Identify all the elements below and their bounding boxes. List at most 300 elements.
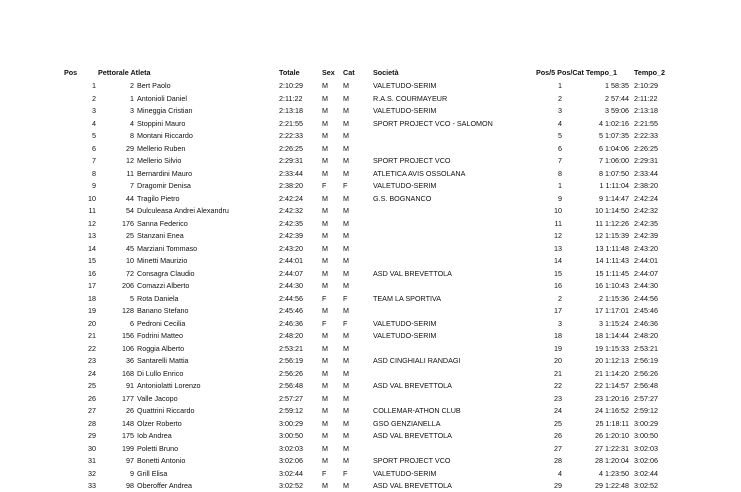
table-row <box>0 293 741 305</box>
tempo1-cell: 12 1:15:39 <box>595 231 629 240</box>
tempo1-cell: 22 1:14:57 <box>595 381 629 390</box>
sex-cell: M <box>322 443 328 453</box>
athlete-cell: Mellerio Silvio <box>137 156 182 165</box>
tempo2-cell: 2:56:19 <box>634 356 658 365</box>
club-cell: ASD CINGHIALI RANDAGI <box>373 356 461 365</box>
athlete-cell: Roggia Alberto <box>137 343 185 353</box>
table-row <box>0 430 741 442</box>
table-row <box>0 455 741 467</box>
category-cell: M <box>343 143 349 153</box>
category-cell: M <box>343 356 349 365</box>
pos5-cell: 10 <box>554 206 562 215</box>
club-cell: ASD VAL BREVETTOLA <box>373 431 452 440</box>
sex-cell: M <box>322 368 328 378</box>
tempo2-cell: 2:42:24 <box>634 193 658 203</box>
tempo2-cell: 3:02:06 <box>634 456 658 465</box>
tempo2-cell: 2:59:12 <box>634 406 658 415</box>
pos5-cell: 28 <box>554 456 562 465</box>
category-cell: M <box>343 393 349 403</box>
category-cell: M <box>343 168 349 178</box>
club-cell: VALETUDO-SERIM <box>373 468 437 478</box>
sex-cell: M <box>322 118 328 128</box>
category-cell: M <box>343 193 349 203</box>
bib-cell: 54 <box>126 206 134 215</box>
athlete-cell: Bernardini Mauro <box>137 168 193 178</box>
tempo2-cell: 2:38:20 <box>634 181 658 190</box>
athlete-cell: Olzer Roberto <box>137 418 182 428</box>
category-cell: M <box>343 268 349 278</box>
total-time-cell: 2:13:18 <box>279 106 303 115</box>
pos-cell: 27 <box>88 406 96 415</box>
tempo1-cell: 1 58:35 <box>605 81 629 90</box>
pos-cell: 24 <box>88 368 96 378</box>
pos5-cell: 11 <box>554 218 562 228</box>
athlete-cell: Tragilo Pietro <box>137 193 180 203</box>
pos-cell: 31 <box>88 456 96 465</box>
total-time-cell: 3:02:52 <box>279 481 303 490</box>
sex-cell: M <box>322 106 328 115</box>
bib-cell: 148 <box>122 418 134 428</box>
tempo2-cell: 2:56:26 <box>634 368 658 378</box>
tempo2-cell: 2:42:32 <box>634 206 658 215</box>
club-cell: SPORT PROJECT VCO <box>373 456 451 465</box>
bib-cell: 175 <box>122 431 134 440</box>
club-cell: ASD VAL BREVETTOLA <box>373 381 452 390</box>
total-time-cell: 2:43:20 <box>279 243 303 253</box>
header-pos: Pos <box>64 68 78 77</box>
tempo1-cell: 4 1:23:50 <box>599 468 629 478</box>
pos-cell: 8 <box>92 168 96 178</box>
sex-cell: M <box>322 431 328 440</box>
pos-cell: 23 <box>88 356 96 365</box>
athlete-cell: Montani Riccardo <box>137 131 193 140</box>
table-row <box>0 205 741 217</box>
total-time-cell: 2:57:27 <box>279 393 303 403</box>
sex-cell: M <box>322 381 328 390</box>
club-cell: COLLEMAR-ATHON CLUB <box>373 406 461 415</box>
athlete-cell: Valle Jacopo <box>137 393 178 403</box>
tempo1-cell: 18 1:14:44 <box>595 331 629 340</box>
tempo2-cell: 3:02:44 <box>634 468 658 478</box>
tempo1-cell: 1 1:11:04 <box>599 181 629 190</box>
tempo1-cell: 6 1:04:06 <box>599 143 629 153</box>
sex-cell: M <box>322 131 328 140</box>
sex-cell: M <box>322 256 328 265</box>
total-time-cell: 2:56:19 <box>279 356 303 365</box>
tempo2-cell: 3:02:03 <box>634 443 658 453</box>
athlete-cell: Sanna Federico <box>137 218 188 228</box>
pos5-cell: 2 <box>558 293 562 303</box>
pos-cell: 30 <box>88 443 96 453</box>
athlete-cell: Marziani Tommaso <box>137 243 198 253</box>
athlete-cell: Rota Daniela <box>137 293 179 303</box>
category-cell: M <box>343 106 349 115</box>
total-time-cell: 3:02:44 <box>279 468 303 478</box>
tempo2-cell: 2:26:25 <box>634 143 658 153</box>
pos5-cell: 15 <box>554 268 562 278</box>
athlete-cell: Mellerio Ruben <box>137 143 186 153</box>
tempo1-cell: 20 1:12:13 <box>595 356 629 365</box>
pos-cell: 12 <box>88 218 96 228</box>
club-cell: ASD VAL BREVETTOLA <box>373 481 452 490</box>
category-cell: M <box>343 218 349 228</box>
total-time-cell: 2:10:29 <box>279 81 303 90</box>
total-time-cell: 2:26:25 <box>279 143 303 153</box>
pos-cell: 32 <box>88 468 96 478</box>
total-time-cell: 2:56:48 <box>279 381 303 390</box>
tempo1-cell: 28 1:20:04 <box>595 456 629 465</box>
pos-cell: 25 <box>88 381 96 390</box>
bib-cell: 36 <box>126 356 134 365</box>
athlete-cell: Stoppini Mauro <box>137 118 186 128</box>
table-row <box>0 168 741 180</box>
tempo2-cell: 2:11:22 <box>634 93 658 103</box>
bib-cell: 168 <box>122 368 134 378</box>
sex-cell: M <box>322 406 328 415</box>
table-row <box>0 155 741 167</box>
pos5-cell: 19 <box>554 343 562 353</box>
pos5-cell: 29 <box>554 481 562 490</box>
table-row <box>0 280 741 292</box>
sex-cell: M <box>322 343 328 353</box>
category-cell: M <box>343 93 349 103</box>
athlete-cell: Oberoffer Andrea <box>137 481 193 490</box>
sex-cell: F <box>322 293 327 303</box>
category-cell: M <box>343 368 349 378</box>
header-cat: Cat <box>343 68 355 77</box>
pos5-cell: 4 <box>558 468 562 478</box>
total-time-cell: 2:42:39 <box>279 231 303 240</box>
tempo1-cell: 29 1:22:48 <box>595 481 629 490</box>
tempo2-cell: 2:22:33 <box>634 131 658 140</box>
sex-cell: M <box>322 418 328 428</box>
total-time-cell: 3:02:06 <box>279 456 303 465</box>
bib-cell: 4 <box>130 118 134 128</box>
category-cell: M <box>343 231 349 240</box>
bib-cell: 97 <box>126 456 134 465</box>
bib-cell: 177 <box>122 393 134 403</box>
bib-cell: 176 <box>122 218 134 228</box>
bib-cell: 25 <box>126 231 134 240</box>
pos-cell: 16 <box>88 268 96 278</box>
table-row <box>0 330 741 342</box>
table-row <box>0 143 741 155</box>
athlete-cell: Banano Stefano <box>137 306 189 315</box>
sex-cell: M <box>322 456 328 465</box>
tempo1-cell: 8 1:07:50 <box>599 168 629 178</box>
total-time-cell: 3:02:03 <box>279 443 303 453</box>
sex-cell: M <box>322 156 328 165</box>
club-cell: VALETUDO-SERIM <box>373 331 437 340</box>
pos5-cell: 5 <box>558 131 562 140</box>
athlete-cell: Comazzi Alberto <box>137 281 190 290</box>
bib-cell: 26 <box>126 406 134 415</box>
sex-cell: F <box>322 318 327 328</box>
sex-cell: M <box>322 218 328 228</box>
table-row <box>0 418 741 430</box>
sex-cell: M <box>322 231 328 240</box>
category-cell: M <box>343 443 349 453</box>
category-cell: F <box>343 181 348 190</box>
sex-cell: M <box>322 93 328 103</box>
tempo2-cell: 2:13:18 <box>634 106 658 115</box>
tempo2-cell: 3:00:50 <box>634 431 658 440</box>
category-cell: M <box>343 431 349 440</box>
athlete-cell: Iob Andrea <box>137 431 172 440</box>
pos5-cell: 3 <box>558 318 562 328</box>
tempo1-cell: 2 1:15:36 <box>599 293 629 303</box>
category-cell: M <box>343 406 349 415</box>
tempo2-cell: 2:45:46 <box>634 306 658 315</box>
pos-cell: 3 <box>92 106 96 115</box>
total-time-cell: 2:33:44 <box>279 168 303 178</box>
header-pos5-poscat-tempo1: Pos/5 Pos/Cat Tempo_1 <box>536 68 617 77</box>
club-cell: VALETUDO-SERIM <box>373 181 437 190</box>
category-cell: M <box>343 306 349 315</box>
tempo2-cell: 2:56:48 <box>634 381 658 390</box>
tempo2-cell: 2:44:07 <box>634 268 658 278</box>
athlete-cell: Dulculeasa Andrei Alexandru <box>137 206 229 215</box>
table-row <box>0 368 741 380</box>
bib-cell: 98 <box>126 481 134 490</box>
club-cell: G.S. BOGNANCO <box>373 193 432 203</box>
pos-cell: 1 <box>92 81 96 90</box>
tempo2-cell: 2:29:31 <box>634 156 658 165</box>
table-row <box>0 443 741 455</box>
pos-cell: 19 <box>88 306 96 315</box>
pos5-cell: 24 <box>554 406 562 415</box>
header-pettorale-atleta: Pettorale Atleta <box>98 68 151 77</box>
tempo1-cell: 4 1:02:16 <box>599 118 629 128</box>
pos5-cell: 22 <box>554 381 562 390</box>
bib-cell: 72 <box>126 268 134 278</box>
table-row <box>0 468 741 480</box>
pos-cell: 26 <box>88 393 96 403</box>
category-cell: M <box>343 281 349 290</box>
pos-cell: 6 <box>92 143 96 153</box>
tempo2-cell: 2:42:39 <box>634 231 658 240</box>
total-time-cell: 2:46:36 <box>279 318 303 328</box>
sex-cell: M <box>322 206 328 215</box>
tempo1-cell: 9 1:14:47 <box>599 193 629 203</box>
bib-cell: 10 <box>126 256 134 265</box>
athlete-cell: Bonetti Antonio <box>137 456 186 465</box>
athlete-cell: Grill Elisa <box>137 468 168 478</box>
pos-cell: 11 <box>88 206 96 215</box>
pos5-cell: 4 <box>558 118 562 128</box>
pos-cell: 14 <box>88 243 96 253</box>
sex-cell: M <box>322 193 328 203</box>
table-row <box>0 405 741 417</box>
pos-cell: 21 <box>88 331 96 340</box>
table-row <box>0 118 741 130</box>
tempo2-cell: 2:42:35 <box>634 218 658 228</box>
table-row <box>0 130 741 142</box>
sex-cell: M <box>322 143 328 153</box>
table-row <box>0 343 741 355</box>
sex-cell: M <box>322 306 328 315</box>
total-time-cell: 2:56:26 <box>279 368 303 378</box>
bib-cell: 91 <box>126 381 134 390</box>
pos5-cell: 3 <box>558 106 562 115</box>
bib-cell: 5 <box>130 293 134 303</box>
bib-cell: 156 <box>122 331 134 340</box>
category-cell: M <box>343 456 349 465</box>
sex-cell: M <box>322 81 328 90</box>
club-cell: R.A.S. COURMAYEUR <box>373 93 448 103</box>
tempo1-cell: 3 59:06 <box>605 106 629 115</box>
table-row <box>0 268 741 280</box>
athlete-cell: Di Lullo Enrico <box>137 368 184 378</box>
pos5-cell: 8 <box>558 168 562 178</box>
category-cell: M <box>343 206 349 215</box>
bib-cell: 206 <box>122 281 134 290</box>
tempo1-cell: 3 1:15:24 <box>599 318 629 328</box>
tempo2-cell: 3:02:52 <box>634 481 658 490</box>
table-row <box>0 355 741 367</box>
pos5-cell: 14 <box>554 256 562 265</box>
table-row <box>0 193 741 205</box>
pos5-cell: 25 <box>554 418 562 428</box>
sex-cell: F <box>322 468 327 478</box>
tempo1-cell: 7 1:06:00 <box>599 156 629 165</box>
pos-cell: 10 <box>88 193 96 203</box>
club-cell: ATLETICA AVIS OSSOLANA <box>373 168 466 178</box>
total-time-cell: 2:29:31 <box>279 156 303 165</box>
total-time-cell: 2:44:56 <box>279 293 303 303</box>
tempo2-cell: 2:33:44 <box>634 168 658 178</box>
pos5-cell: 23 <box>554 393 562 403</box>
pos5-cell: 20 <box>554 356 562 365</box>
table-row <box>0 255 741 267</box>
athlete-cell: Quattrini Riccardo <box>137 406 195 415</box>
total-time-cell: 2:44:30 <box>279 281 303 290</box>
pos5-cell: 9 <box>558 193 562 203</box>
tempo1-cell: 24 1:16:52 <box>595 406 629 415</box>
table-row <box>0 105 741 117</box>
bib-cell: 12 <box>126 156 134 165</box>
pos5-cell: 7 <box>558 156 562 165</box>
category-cell: M <box>343 81 349 90</box>
tempo1-cell: 5 1:07:35 <box>599 131 629 140</box>
tempo2-cell: 2:44:30 <box>634 281 658 290</box>
total-time-cell: 2:11:22 <box>279 93 303 103</box>
table-row <box>0 80 741 92</box>
category-cell: F <box>343 293 348 303</box>
table-row <box>0 393 741 405</box>
table-row <box>0 305 741 317</box>
bib-cell: 6 <box>130 318 134 328</box>
category-cell: M <box>343 131 349 140</box>
tempo1-cell: 2 57:44 <box>605 93 629 103</box>
total-time-cell: 3:00:50 <box>279 431 303 440</box>
tempo2-cell: 2:10:29 <box>634 81 658 90</box>
sex-cell: M <box>322 393 328 403</box>
category-cell: M <box>343 331 349 340</box>
pos5-cell: 6 <box>558 143 562 153</box>
total-time-cell: 2:42:35 <box>279 218 303 228</box>
sex-cell: M <box>322 356 328 365</box>
header-societa: Società <box>373 68 399 77</box>
tempo1-cell: 10 1:14:50 <box>595 206 629 215</box>
table-header <box>0 67 741 79</box>
pos-cell: 17 <box>88 281 96 290</box>
header-sex: Sex <box>322 68 335 77</box>
pos-cell: 29 <box>88 431 96 440</box>
pos-cell: 18 <box>88 293 96 303</box>
tempo2-cell: 3:00:29 <box>634 418 658 428</box>
category-cell: M <box>343 256 349 265</box>
tempo2-cell: 2:43:20 <box>634 243 658 253</box>
category-cell: F <box>343 468 348 478</box>
club-cell: TEAM LA SPORTIVA <box>373 293 442 303</box>
bib-cell: 106 <box>122 343 134 353</box>
category-cell: M <box>343 381 349 390</box>
total-time-cell: 2:44:07 <box>279 268 303 278</box>
sex-cell: M <box>322 281 328 290</box>
athlete-cell: Stanzani Enea <box>137 231 184 240</box>
pos5-cell: 21 <box>554 368 562 378</box>
athlete-cell: Fodrini Matteo <box>137 331 183 340</box>
tempo1-cell: 14 1:11:43 <box>595 256 629 265</box>
pos5-cell: 13 <box>554 243 562 253</box>
pos5-cell: 1 <box>558 181 562 190</box>
total-time-cell: 2:48:20 <box>279 331 303 340</box>
pos5-cell: 26 <box>554 431 562 440</box>
category-cell: M <box>343 418 349 428</box>
pos5-cell: 1 <box>558 81 562 90</box>
club-cell: ASD VAL BREVETTOLA <box>373 268 452 278</box>
athlete-cell: Mineggia Cristian <box>137 106 193 115</box>
total-time-cell: 2:38:20 <box>279 181 303 190</box>
tempo1-cell: 11 1:12:26 <box>595 218 629 228</box>
club-cell: VALETUDO-SERIM <box>373 81 437 90</box>
category-cell: M <box>343 118 349 128</box>
club-cell: VALETUDO-SERIM <box>373 318 437 328</box>
sex-cell: M <box>322 268 328 278</box>
bib-cell: 8 <box>130 131 134 140</box>
pos-cell: 22 <box>88 343 96 353</box>
athlete-cell: Dragomir Denisa <box>137 181 191 190</box>
tempo1-cell: 17 1:17:01 <box>595 306 629 315</box>
pos-cell: 5 <box>92 131 96 140</box>
athlete-cell: Bert Paolo <box>137 81 171 90</box>
tempo1-cell: 25 1:18:11 <box>595 418 629 428</box>
pos-cell: 33 <box>88 481 96 490</box>
header-tempo2: Tempo_2 <box>634 68 666 77</box>
pos-cell: 7 <box>92 156 96 165</box>
athlete-cell: Antoniolatti Lorenzo <box>137 381 201 390</box>
table-row <box>0 218 741 230</box>
tempo2-cell: 2:46:36 <box>634 318 658 328</box>
category-cell: M <box>343 156 349 165</box>
pos-cell: 28 <box>88 418 96 428</box>
athlete-cell: Minetti Maurizio <box>137 256 188 265</box>
total-time-cell: 2:42:24 <box>279 193 303 203</box>
table-row <box>0 230 741 242</box>
athlete-cell: Santarelli Mattia <box>137 356 189 365</box>
club-cell: SPORT PROJECT VCO <box>373 156 451 165</box>
bib-cell: 2 <box>130 81 134 90</box>
category-cell: M <box>343 481 349 490</box>
tempo2-cell: 2:48:20 <box>634 331 658 340</box>
club-cell: SPORT PROJECT VCO - SALOMON <box>373 118 493 128</box>
table-row <box>0 380 741 392</box>
table-row <box>0 180 741 192</box>
tempo1-cell: 26 1:20:10 <box>595 431 629 440</box>
tempo1-cell: 27 1:22:31 <box>595 443 629 453</box>
table-row <box>0 243 741 255</box>
